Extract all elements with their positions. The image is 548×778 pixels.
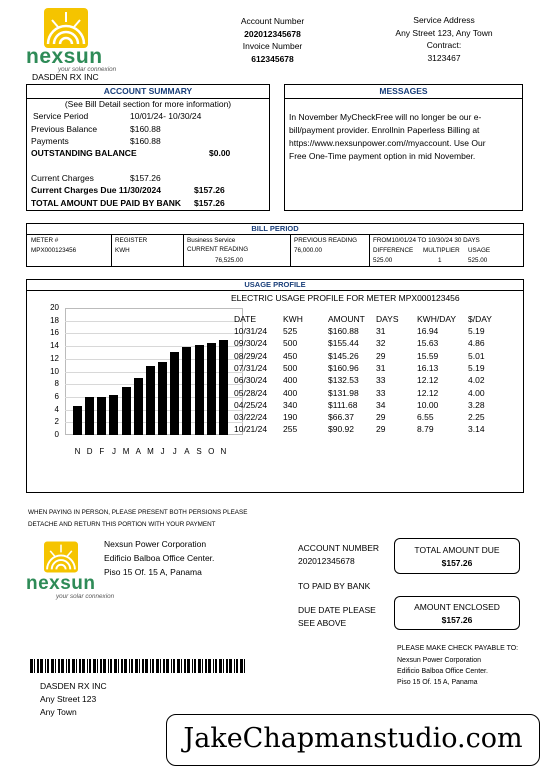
usage-col-header: $/DAY [468, 314, 492, 324]
grid-line [65, 333, 243, 334]
usage-table-cell: 400 [283, 375, 298, 386]
usage-bar [146, 366, 155, 435]
usage-table-cell: $90.92 [328, 424, 354, 435]
usage-table-cell: 2.25 [468, 412, 485, 423]
usage-table-cell: 8.79 [417, 424, 434, 435]
previous-balance-label: Previous Balance [31, 124, 98, 134]
bill-period-panel [26, 223, 524, 267]
usage-table-cell: 34 [376, 399, 386, 410]
brand-tagline: your solar connexion [58, 66, 117, 73]
usage-table-cell: 33 [376, 375, 386, 386]
summary-note: (See Bill Detail section for more information) [64, 99, 232, 109]
x-tick-label: D [86, 447, 93, 456]
customer-address-3: Any Town [40, 707, 77, 717]
usage-table-cell: 12.12 [417, 375, 439, 386]
y-tick-label: 10 [50, 366, 59, 376]
previous-reading-value: 76,000.00 [294, 247, 323, 254]
amount-enclosed-value: $157.26 [441, 615, 473, 625]
stub-paid-by: TO PAID BY BANK [298, 581, 371, 591]
usage-table-cell: 31 [376, 326, 386, 336]
usage-table-cell: 29 [376, 412, 386, 423]
previous-reading-label: PREVIOUS READING [294, 237, 357, 244]
account-summary-panel [26, 84, 270, 211]
message-line-3: https://www.nexsunpower.com//myaccount. Use Our [289, 138, 486, 148]
usage-col-header: KWH/DAY [417, 314, 457, 324]
usage-table-cell: 10/31/24 [234, 326, 268, 336]
invoice-number: 612345678 [251, 54, 294, 64]
account-number-label: Account Number [240, 16, 305, 26]
grid-line [65, 321, 243, 322]
y-tick-label: 6 [54, 391, 59, 401]
register-label: REGISTER [115, 237, 148, 244]
stub-account-label: ACCOUNT NUMBER [298, 543, 380, 553]
usage-table-cell: 09/30/24 [234, 338, 268, 349]
watermark-box [166, 714, 540, 766]
x-tick-label: M [122, 447, 130, 456]
current-reading-label: CURRENT READING [187, 246, 249, 253]
period-range-label: FROM10/01/24 TO 10/30/24 30 DAYS [373, 237, 480, 244]
usage-table-cell: 16.94 [417, 326, 439, 336]
usage-table-cell: 4.02 [468, 375, 485, 386]
x-tick-label: O [208, 447, 215, 456]
usage-table-cell: 04/25/24 [234, 399, 268, 410]
message-line-1: In November MyCheckFree will no longer be our e- [289, 112, 482, 122]
total-due-box [394, 538, 520, 574]
sun-logo-icon [44, 541, 78, 573]
contract-number: 3123467 [427, 53, 461, 63]
service-address: Any Street 123, Any Town [395, 28, 493, 38]
usage-table-cell: 29 [376, 424, 386, 435]
usage-table-cell: $155.44 [328, 338, 359, 349]
previous-balance-value: $160.88 [130, 124, 161, 134]
usage-table-cell: 06/30/24 [234, 375, 268, 386]
usage-table-cell: 31 [376, 362, 386, 373]
x-tick-label: J [111, 447, 116, 456]
usage-profile-panel [26, 279, 524, 493]
x-tick-label: N [74, 447, 81, 456]
usage-table-cell: 33 [376, 387, 386, 398]
messages-title: MESSAGES [285, 85, 522, 99]
stub-brand-tagline: your solar connexion [56, 593, 115, 600]
usage-table-cell: $66.37 [328, 412, 354, 423]
payable-line-2: Edificio Balboa Office Center. [397, 668, 488, 675]
usage-table-cell: 07/31/24 [234, 362, 268, 373]
difference-value: 525.00 [373, 257, 393, 264]
usage-table-cell: 3.14 [468, 424, 485, 435]
usage-table-cell: 5.19 [468, 326, 485, 336]
usage-table-cell: 525 [283, 326, 298, 336]
total-due-value: $157.26 [194, 198, 225, 208]
y-tick-label: 14 [50, 341, 59, 351]
usage-profile-subtitle: ELECTRIC USAGE PROFILE FOR METER MPX000123456 [231, 293, 460, 303]
usage-table-cell: 500 [283, 362, 298, 373]
message-line-4: Free One-Time payment option in mid November. [289, 151, 476, 161]
y-tick-label: 2 [54, 417, 59, 427]
usage-table-cell: 6.55 [417, 412, 434, 423]
usage-table-cell: 400 [283, 387, 298, 398]
charges-due-value: $157.26 [194, 185, 225, 195]
stub-note-line-2: DETACHE AND RETURN THIS PORTION WITH YOUR PAYMENT [28, 521, 216, 528]
stub-address-2: Piso 15 Of. 15 A, Panama [104, 567, 202, 577]
usage-table-cell: 29 [376, 350, 386, 361]
usage-bar [73, 406, 82, 435]
usage-table-cell: 32 [376, 338, 386, 349]
usage-bar [207, 343, 216, 435]
usage-bar [109, 395, 118, 435]
stub-due-line-1: DUE DATE PLEASE [298, 605, 376, 615]
payments-label: Payments [31, 136, 69, 146]
contract-label: Contract: [426, 40, 462, 50]
usage-col-header: DAYS [376, 314, 399, 324]
current-charges-value: $157.26 [130, 173, 161, 183]
y-tick-label: 18 [50, 315, 59, 325]
customer-name: DASDEN RX INC [32, 72, 99, 82]
usage-table-cell: 3.28 [468, 399, 485, 410]
usage-table-cell: $132.53 [328, 375, 359, 386]
usage-table-cell: 4.86 [468, 338, 485, 349]
meter-label: METER # [31, 237, 59, 244]
usage-bar [182, 347, 191, 435]
usage-table [234, 314, 524, 444]
outstanding-label: OUTSTANDING BALANCE [31, 148, 137, 158]
stub-brand-name: nexsun [26, 573, 96, 594]
service-period-label: Service Period [33, 111, 89, 121]
account-number: 202012345678 [244, 29, 301, 39]
usage-table-cell: 5.19 [468, 362, 485, 373]
register-value: KWH [115, 247, 130, 254]
y-tick-label: 8 [54, 379, 59, 389]
barcode [30, 659, 247, 673]
usage-bar [134, 378, 143, 435]
usage-table-cell: 08/29/24 [234, 350, 268, 361]
brand-name: nexsun [26, 45, 103, 68]
usage-table-cell: $111.68 [328, 399, 358, 410]
customer-address-1: DASDEN RX INC [40, 681, 107, 691]
usage-table-cell: $160.88 [328, 326, 359, 336]
x-tick-label: S [196, 447, 202, 456]
stub-address-1: Edificio Balboa Office Center. [104, 553, 215, 563]
x-tick-label: J [172, 447, 177, 456]
usage-table-cell: 10.00 [417, 399, 439, 410]
usage-table-cell: 03/22/24 [234, 412, 268, 423]
payable-line-1: Nexsun Power Corporation [397, 657, 482, 664]
usage-col-header: AMOUNT [328, 314, 365, 324]
amount-enclosed-box [394, 596, 520, 630]
usage-value: 525.00 [468, 257, 488, 264]
usage-chart [27, 280, 237, 480]
meter-value: MPX000123456 [31, 247, 77, 254]
usage-table-cell: $145.26 [328, 350, 359, 361]
y-tick-label: 16 [50, 328, 59, 338]
multiplier-value: 1 [438, 257, 442, 264]
current-reading-value: 76,525.00 [215, 257, 244, 264]
sun-logo-icon [44, 8, 88, 48]
usage-table-cell: 4.00 [468, 387, 485, 398]
stub-account-number: 202012345678 [298, 556, 355, 566]
usage-label: USAGE [468, 247, 491, 254]
charges-due-label: Current Charges Due 11/30/2024 [31, 185, 161, 195]
usage-bar [170, 352, 179, 435]
grid-line [65, 359, 243, 360]
usage-table-cell: 190 [283, 412, 298, 423]
usage-table-cell: 10/21/24 [234, 424, 268, 435]
usage-bar [85, 397, 94, 435]
usage-bar [97, 397, 106, 435]
customer-address-2: Any Street 123 [40, 694, 97, 704]
total-due-label: TOTAL AMOUNT DUE PAID BY BANK [31, 198, 182, 208]
y-tick-label: 20 [50, 303, 59, 312]
business-service-label: Business Service [187, 237, 236, 244]
service-address-label: Service Address [413, 15, 475, 25]
account-summary-title: ACCOUNT SUMMARY [27, 85, 269, 99]
usage-bar [158, 362, 167, 435]
payable-label: PLEASE MAKE CHECK PAYABLE TO: [397, 645, 519, 652]
usage-table-cell: $160.96 [328, 362, 359, 373]
usage-table-cell: 15.63 [417, 338, 439, 349]
payments-value: $160.88 [130, 136, 161, 146]
x-tick-label: F [99, 447, 105, 456]
usage-col-header: KWH [283, 314, 303, 324]
usage-profile-title: USAGE PROFILE [27, 280, 523, 291]
x-tick-label: M [147, 447, 154, 456]
y-tick-label: 0 [54, 430, 59, 439]
usage-table-cell: 340 [283, 399, 298, 410]
usage-bar [219, 340, 228, 435]
invoice-number-label: Invoice Number [242, 41, 303, 51]
x-tick-label: A [135, 447, 141, 456]
stub-due-line-2: SEE ABOVE [298, 618, 347, 628]
usage-table-cell: $131.98 [328, 387, 359, 398]
watermark-text: JakeChapmanstudio.com [183, 723, 523, 754]
usage-table-cell: 450 [283, 350, 298, 361]
usage-bar [122, 387, 131, 435]
total-due-box-value: $157.26 [441, 558, 473, 568]
usage-table-cell: 15.59 [417, 350, 439, 361]
usage-table-cell: 05/28/24 [234, 387, 268, 398]
usage-table-cell: 12.12 [417, 387, 439, 398]
y-tick-label: 12 [50, 353, 59, 363]
usage-table-cell: 5.01 [468, 350, 485, 361]
usage-table-cell: 16.13 [417, 362, 439, 373]
total-due-box-label: TOTAL AMOUNT DUE [414, 545, 500, 555]
multiplier-label: MULTIPLIER [423, 247, 460, 254]
stub-company: Nexsun Power Corporation [104, 539, 207, 549]
current-charges-label: Current Charges [31, 173, 94, 183]
grid-line [65, 346, 243, 347]
service-period-value: 10/01/24- 10/30/24 [130, 111, 202, 121]
usage-bar [195, 345, 204, 435]
x-tick-label: N [220, 447, 227, 456]
bill-period-title: BILL PERIOD [27, 224, 523, 235]
x-tick-label: J [160, 447, 165, 456]
y-tick-label: 4 [54, 404, 59, 414]
messages-panel [284, 84, 523, 211]
message-line-2: bill/payment provider. Enrollnin Paperless Billing at [289, 125, 480, 135]
usage-table-cell: 500 [283, 338, 298, 349]
usage-table-cell: 255 [283, 424, 298, 435]
usage-col-header: DATE [234, 314, 257, 324]
stub-note-line-1: WHEN PAYING IN PERSON, PLEASE PRESENT BOTH PERSIONS PLEASE [28, 509, 248, 516]
difference-label: DIFFERENCE [373, 247, 414, 254]
outstanding-value: $0.00 [209, 148, 231, 158]
payable-line-3: Piso 15 Of. 15 A, Panama [397, 679, 478, 686]
x-tick-label: A [184, 447, 190, 456]
amount-enclosed-label: AMOUNT ENCLOSED [414, 602, 500, 612]
